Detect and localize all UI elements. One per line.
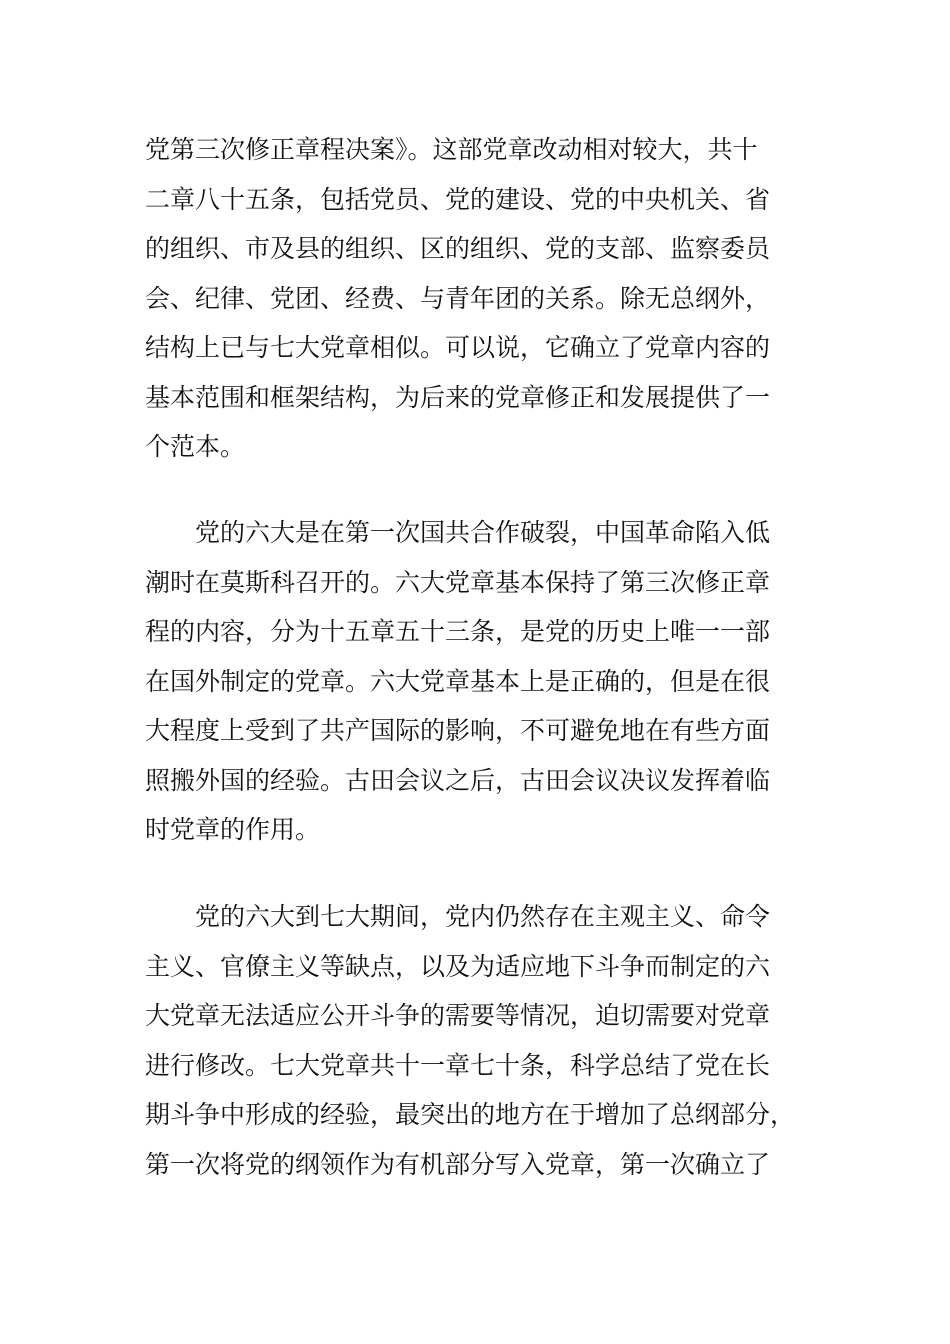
text-line: 二章八十五条，包括党员、党的建设、党的中央机关、省 xyxy=(145,185,771,214)
text-line: 大程度上受到了共产国际的影响，不可避免地在有些方面 xyxy=(145,716,771,745)
text-line: 党第三次修正章程决案》。这部党章改动相对较大，共十 xyxy=(145,135,758,164)
text-line: 照搬外国的经验。古田会议之后，古田会议决议发挥着临 xyxy=(145,766,771,795)
text-line: 个范本。 xyxy=(145,432,246,461)
text-line: 基本范围和框架结构，为后来的党章修正和发展提供了一 xyxy=(145,383,771,412)
text-line: 期斗争中形成的经验，最突出的地方在于增加了总纲部分， xyxy=(145,1100,796,1129)
text-line: 党的六大到七大期间，党内仍然存在主观主义、命令 xyxy=(195,902,771,931)
text-line: 主义、官僚主义等缺点，以及为适应地下斗争而制定的六 xyxy=(145,952,771,981)
text-line: 大党章无法适应公开斗争的需要等情况，迫切需要对党章 xyxy=(145,1001,771,1030)
text-line: 时党章的作用。 xyxy=(145,815,321,844)
text-line: 第一次将党的纲领作为有机部分写入党章，第一次确立了 xyxy=(145,1150,771,1179)
text-line: 党的六大是在第一次国共合作破裂，中国革命陷入低 xyxy=(195,518,771,547)
text-line: 潮时在莫斯科召开的。六大党章基本保持了第三次修正章 xyxy=(145,568,771,597)
text-line: 程的内容，分为十五章五十三条，是党的历史上唯一一部 xyxy=(145,617,771,646)
text-line: 在国外制定的党章。六大党章基本上是正确的，但是在很 xyxy=(145,667,771,696)
text-line: 结构上已与七大党章相似。可以说，它确立了党章内容的 xyxy=(145,333,771,362)
text-line: 会、纪律、党团、经费、与青年团的关系。除无总纲外， xyxy=(145,284,771,313)
text-line: 进行修改。七大党章共十一章七十条，科学总结了党在长 xyxy=(145,1051,771,1080)
text-line: 的组织、市及县的组织、区的组织、党的支部、监察委员 xyxy=(145,234,771,263)
